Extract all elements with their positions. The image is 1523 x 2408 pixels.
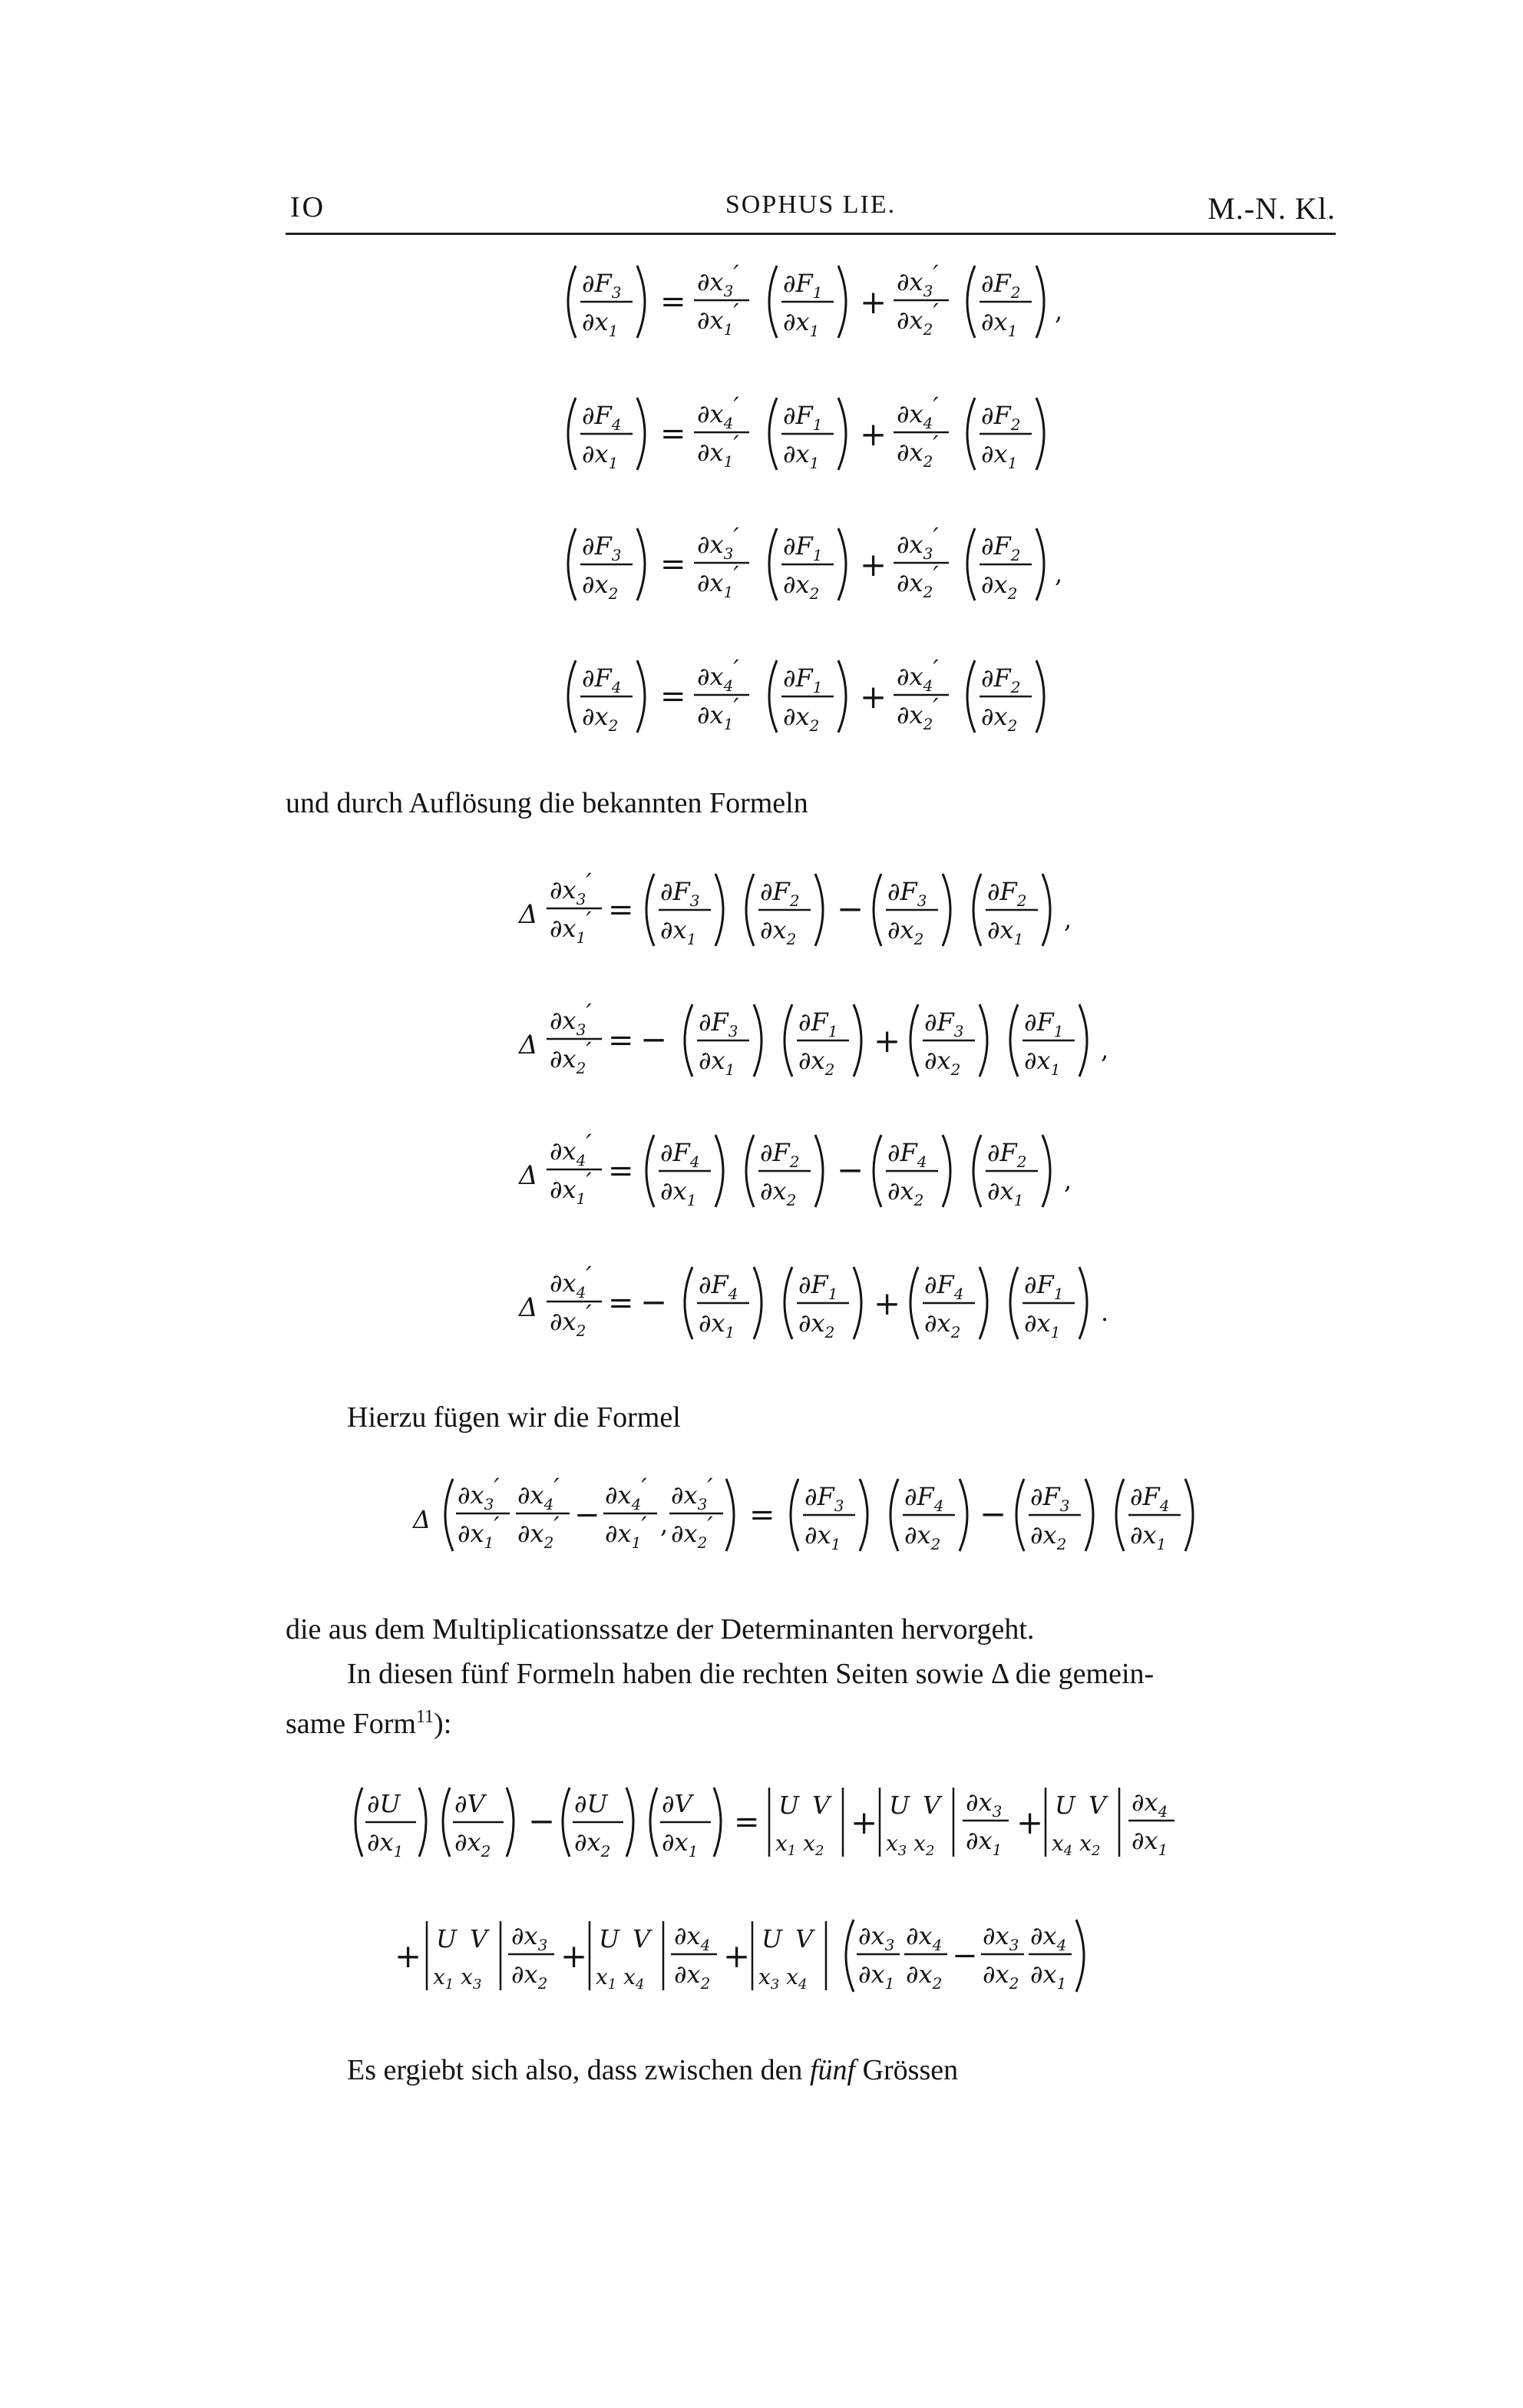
svg-text:∂F1: $\partial F_1$ (1024, 1007, 1064, 1040)
svg-text:∂F1: $\partial F_1$ (798, 1007, 838, 1040)
svg-text:∂x1: $\partial x_1$ (1024, 1308, 1061, 1341)
svg-text:∂x4′: $\partial x_4'$ (697, 654, 739, 695)
paragraph-multiplicationssatz: die aus dem Multiplicationssatze der Determinanten hervorgeht. (286, 1613, 1035, 1646)
svg-text:∂x3′: $\partial x_3'$ (550, 998, 592, 1039)
page-number: IO (290, 191, 326, 223)
svg-text:∂F3: $\partial F_3$ (699, 1007, 738, 1040)
svg-text:∂x2: $\partial x_2$ (783, 570, 820, 603)
svg-text:x3 x2: $x_3$ $x_2$ (886, 1831, 935, 1859)
running-title: SOPHUS LIE. (725, 190, 897, 219)
svg-text:Δ: Δ (519, 1292, 538, 1323)
svg-text:,: , (1064, 905, 1072, 934)
svg-text:∂x2: $\partial x_2$ (798, 1046, 835, 1079)
svg-text:∂x2′: $\partial x_2'$ (517, 1511, 560, 1552)
svg-text:∂x1′: $\partial x_1'$ (550, 1167, 592, 1208)
svg-text:=: = (608, 1285, 634, 1321)
svg-text:∂x1′: $\partial x_1'$ (697, 561, 739, 601)
svg-text:=: = (660, 547, 686, 582)
svg-text:∂x2: $\partial x_2$ (904, 1520, 941, 1553)
text-groessen: Grössen (855, 2054, 959, 2086)
svg-text:∂x2: $\partial x_2$ (582, 570, 619, 603)
svg-text:∂x1: $\partial x_1$ (987, 1176, 1024, 1209)
svg-text:∂V: ∂V (662, 1789, 692, 1818)
svg-text:+: + (1016, 1804, 1044, 1841)
svg-text:∂x2: $\partial x_2$ (674, 1960, 711, 1993)
text-same-form: same Form (286, 1708, 416, 1740)
svg-text:,: , (660, 1510, 669, 1539)
svg-text:∂x1′: $\partial x_1'$ (605, 1511, 647, 1552)
emphasis-fuenf: fünf (809, 2054, 856, 2086)
svg-text:∂x2′: $\partial x_2'$ (897, 430, 939, 471)
svg-text:∂x2′: $\partial x_2'$ (897, 298, 939, 339)
svg-text:,: , (1055, 296, 1063, 326)
svg-text:∂x3′: $\partial x_3'$ (697, 522, 739, 563)
paragraph-hierzu: Hierzu fügen wir die Formel (347, 1401, 681, 1434)
svg-text:=: = (608, 1023, 634, 1058)
svg-text:∂F4: $\partial F_4$ (582, 401, 622, 434)
svg-text:=: = (660, 416, 686, 452)
paragraph-aufloesung: und durch Auflösung die bekannten Formeln (286, 787, 808, 819)
svg-text:∂x3′: $\partial x_3'$ (671, 1473, 713, 1513)
svg-text:∂x2: $\partial x_2$ (454, 1828, 491, 1861)
svg-text:Δ: Δ (519, 1160, 538, 1191)
svg-text:U: U (1055, 1791, 1075, 1820)
svg-text:∂x4′: $\partial x_4'$ (897, 392, 939, 432)
svg-text:∂x1: $\partial x_1$ (981, 307, 1018, 340)
svg-text:∂x1: $\partial x_1$ (662, 1828, 699, 1861)
svg-text:∂F1: $\partial F_1$ (783, 531, 823, 564)
svg-text:,: , (1055, 559, 1063, 588)
svg-text:∂F2: $\partial F_2$ (981, 663, 1021, 696)
svg-text:=: = (608, 892, 634, 928)
equation-1 (559, 260, 1096, 382)
equation-8 (514, 1261, 1128, 1384)
svg-text:−: − (640, 1020, 668, 1058)
svg-text:∂x1′: $\partial x_1'$ (458, 1511, 500, 1552)
svg-text:∂x3: $\partial x_3$ (511, 1921, 548, 1954)
svg-text:−: − (837, 1151, 864, 1189)
svg-text:U: U (778, 1791, 799, 1820)
svg-text:V: V (470, 1924, 488, 1953)
svg-text:∂x4: $\partial x_4$ (1030, 1921, 1067, 1954)
svg-text:∂F2: $\partial F_2$ (760, 877, 800, 910)
svg-text:−: − (837, 890, 864, 928)
svg-text:∂x2: $\partial x_2$ (582, 702, 619, 735)
svg-text:∂x2′: $\partial x_2'$ (671, 1511, 713, 1552)
svg-text:∂F2: $\partial F_2$ (760, 1138, 800, 1171)
svg-text:∂x1: $\partial x_1$ (582, 439, 619, 472)
equation-5 (514, 868, 1098, 991)
svg-text:∂x1: $\partial x_1$ (582, 307, 619, 340)
equation-3 (559, 522, 1096, 645)
equation-11 (393, 1914, 1237, 2036)
svg-text:∂x1: $\partial x_1$ (1030, 1960, 1067, 1993)
svg-text:+: + (874, 1022, 901, 1060)
svg-text:∂x4: $\partial x_4$ (1132, 1788, 1168, 1821)
svg-text:∂F2: $\partial F_2$ (987, 1138, 1027, 1171)
paragraph-fuenf-formeln: In diesen fünf Formeln haben die rechten Seiten sowie Δ die gemein- (347, 1658, 1155, 1690)
svg-text:∂x3: $\partial x_3$ (858, 1921, 895, 1954)
svg-text:=: = (660, 679, 686, 714)
svg-text:=: = (749, 1497, 775, 1533)
svg-text:∂x2: $\partial x_2$ (1030, 1520, 1067, 1553)
svg-text:∂x3: $\partial x_3$ (966, 1788, 1003, 1821)
svg-text:+: + (723, 1937, 751, 1975)
svg-text:∂x2: $\partial x_2$ (783, 702, 820, 735)
svg-text:∂x1: $\partial x_1$ (783, 439, 820, 472)
svg-text:+: + (860, 546, 887, 584)
svg-text:=: = (734, 1804, 760, 1840)
svg-text:−: − (952, 1938, 978, 1973)
svg-text:+: + (560, 1937, 588, 1975)
svg-text:∂F4: $\partial F_4$ (904, 1482, 944, 1515)
svg-text:∂F1: $\partial F_1$ (783, 663, 823, 696)
svg-text:∂x1: $\partial x_1$ (987, 915, 1024, 948)
svg-text:∂U: ∂U (574, 1789, 608, 1818)
svg-text:∂x1: $\partial x_1$ (1132, 1826, 1168, 1859)
svg-text:∂V: ∂V (454, 1789, 485, 1818)
svg-text:∂x2: $\partial x_2$ (511, 1960, 548, 1993)
svg-text:∂x4: $\partial x_4$ (674, 1921, 711, 1954)
svg-text:x1 x4: $x_1$ $x_4$ (596, 1964, 645, 1993)
equation-4 (559, 654, 1096, 777)
svg-text:Δ: Δ (519, 1030, 538, 1060)
svg-text:∂F4: $\partial F_4$ (887, 1138, 927, 1171)
section-label: M.-N. Kl. (1207, 191, 1336, 226)
svg-text:x1 x3: $x_1$ $x_3$ (433, 1964, 482, 1993)
svg-text:∂x2: $\partial x_2$ (924, 1308, 961, 1341)
svg-text:∂F4: $\partial F_4$ (699, 1270, 738, 1303)
svg-text:∂x1: $\partial x_1$ (804, 1520, 841, 1553)
svg-text:∂F3: $\partial F_3$ (582, 531, 622, 564)
svg-text:−: − (980, 1495, 1007, 1533)
svg-text:∂x1: $\partial x_1$ (783, 307, 820, 340)
svg-text:∂x2: $\partial x_2$ (924, 1046, 961, 1079)
svg-text:∂x2: $\partial x_2$ (760, 915, 797, 948)
svg-text:x3 x4: $x_3$ $x_4$ (758, 1964, 808, 1993)
svg-text:∂x1: $\partial x_1$ (966, 1826, 1003, 1859)
svg-text:∂F3: $\partial F_3$ (804, 1482, 844, 1515)
equation-7 (514, 1129, 1098, 1252)
svg-text:∂x3: $\partial x_3$ (983, 1921, 1019, 1954)
svg-text:∂F4: $\partial F_4$ (660, 1138, 700, 1171)
svg-text:∂F4: $\partial F_4$ (924, 1270, 964, 1303)
svg-text:U: U (599, 1924, 619, 1953)
equation-6 (514, 998, 1113, 1121)
svg-text:∂x1: $\partial x_1$ (981, 439, 1018, 472)
svg-text:U: U (436, 1924, 457, 1953)
svg-text:U: U (762, 1924, 782, 1953)
svg-text:∂x2′: $\partial x_2'$ (897, 561, 939, 601)
svg-text:Δ: Δ (413, 1505, 431, 1534)
svg-text:V: V (812, 1791, 831, 1820)
svg-text:,: , (1064, 1166, 1072, 1195)
svg-text:∂F1: $\partial F_1$ (783, 269, 823, 302)
svg-text:+: + (874, 1285, 901, 1322)
svg-text:∂x2′: $\partial x_2'$ (550, 1299, 592, 1340)
svg-text:∂x1: $\partial x_1$ (660, 1176, 697, 1209)
svg-text:∂F2: $\partial F_2$ (981, 531, 1021, 564)
svg-text:V: V (1089, 1791, 1107, 1820)
svg-text:=: = (660, 284, 686, 319)
svg-text:−: − (528, 1802, 556, 1840)
svg-text:∂x2: $\partial x_2$ (760, 1176, 797, 1209)
paragraph-gemeinsame-form (286, 1695, 451, 1745)
svg-text:∂x4′: $\partial x_4'$ (897, 654, 939, 695)
svg-text:∂F4: $\partial F_4$ (582, 663, 622, 696)
svg-text:∂x2: $\partial x_2$ (981, 570, 1018, 603)
paragraph-es-ergiebt (347, 2049, 958, 2092)
svg-text:∂x1′: $\partial x_1'$ (550, 906, 592, 947)
svg-text:∂x3′: $\partial x_3'$ (550, 868, 592, 908)
svg-text:∂x1: $\partial x_1$ (1130, 1520, 1167, 1553)
svg-text:∂x1′: $\partial x_1'$ (697, 693, 739, 733)
svg-text:∂F4: $\partial F_4$ (1130, 1482, 1170, 1515)
svg-text:+: + (860, 678, 887, 716)
text-form-end: ): (434, 1708, 452, 1740)
svg-text:∂x1: $\partial x_1$ (699, 1046, 735, 1079)
equation-9 (410, 1473, 1208, 1596)
svg-text:∂x4′: $\partial x_4'$ (517, 1473, 560, 1513)
svg-text:x1 x2: $x_1$ $x_2$ (775, 1831, 824, 1859)
svg-text:+: + (851, 1804, 878, 1841)
svg-text:∂x4′: $\partial x_4'$ (605, 1473, 647, 1513)
svg-text:∂F2: $\partial F_2$ (987, 877, 1027, 910)
svg-text:∂x1: $\partial x_1$ (858, 1960, 895, 1993)
partial-paren (568, 266, 645, 340)
svg-text:∂F1: $\partial F_1$ (1024, 1270, 1064, 1303)
svg-text:V: V (923, 1791, 941, 1820)
svg-text:∂F3: $\partial F_3$ (1030, 1482, 1070, 1515)
svg-text:∂U: ∂U (367, 1789, 401, 1818)
svg-text:∂x4′: $\partial x_4'$ (697, 392, 739, 432)
svg-text:∂F3: $\partial F_3$ (582, 269, 622, 302)
svg-text:∂x1: $\partial x_1$ (699, 1308, 735, 1341)
svg-text:,: , (1101, 1035, 1109, 1064)
page-header (286, 190, 1336, 237)
equation-10 (347, 1780, 1268, 1903)
svg-text:∂F3: $\partial F_3$ (660, 877, 700, 910)
svg-text:V: V (633, 1924, 651, 1953)
svg-text:V: V (795, 1924, 814, 1953)
svg-text:∂x4: $\partial x_4$ (906, 1921, 943, 1954)
svg-text:U: U (889, 1791, 910, 1820)
svg-text:+: + (395, 1937, 422, 1975)
svg-text:∂x1′: $\partial x_1'$ (697, 298, 739, 339)
svg-text:+: + (860, 283, 887, 321)
svg-text:∂x2: $\partial x_2$ (887, 915, 924, 948)
header-rule (286, 233, 1336, 235)
svg-text:∂x2′: $\partial x_2'$ (897, 693, 939, 733)
equation-2 (559, 392, 1096, 514)
svg-text:∂F1: $\partial F_1$ (783, 401, 823, 434)
svg-text:∂x3′: $\partial x_3'$ (697, 260, 739, 300)
svg-text:∂x3′: $\partial x_3'$ (897, 260, 939, 300)
svg-text:∂x1: $\partial x_1$ (1024, 1046, 1061, 1079)
svg-text:∂x3′: $\partial x_3'$ (458, 1473, 500, 1513)
svg-text:=: = (608, 1153, 634, 1189)
svg-text:∂x2: $\partial x_2$ (906, 1960, 943, 1993)
svg-text:∂x1′: $\partial x_1'$ (697, 430, 739, 471)
svg-text:.: . (1101, 1298, 1109, 1327)
svg-text:∂x1: $\partial x_1$ (660, 915, 697, 948)
svg-text:∂x2: $\partial x_2$ (981, 702, 1018, 735)
svg-text:∂x2: $\partial x_2$ (798, 1308, 835, 1341)
svg-text:−: − (640, 1283, 668, 1321)
svg-text:∂x1: $\partial x_1$ (367, 1828, 404, 1861)
svg-text:−: − (574, 1497, 600, 1533)
svg-text:Δ: Δ (519, 899, 538, 930)
svg-text:x4 x2: $x_4$ $x_2$ (1052, 1831, 1101, 1859)
svg-text:+: + (860, 415, 887, 453)
svg-text:∂x2: $\partial x_2$ (574, 1828, 611, 1861)
svg-text:∂F2: $\partial F_2$ (981, 401, 1021, 434)
svg-text:∂x3′: $\partial x_3'$ (897, 522, 939, 563)
footnote-reference[interactable]: 11 (415, 1707, 434, 1727)
svg-text:∂F3: $\partial F_3$ (924, 1007, 964, 1040)
svg-text:∂x2: $\partial x_2$ (983, 1960, 1019, 1993)
svg-text:∂F2: $\partial F_2$ (981, 269, 1021, 302)
svg-text:∂F3: $\partial F_3$ (887, 877, 927, 910)
svg-text:∂F1: $\partial F_1$ (798, 1270, 838, 1303)
text-es-ergiebt: Es ergiebt sich also, dass zwischen den (347, 2054, 810, 2086)
svg-text:∂x2: $\partial x_2$ (887, 1176, 924, 1209)
svg-text:∂x4′: $\partial x_4'$ (550, 1129, 592, 1169)
svg-text:∂x4′: $\partial x_4'$ (550, 1261, 592, 1302)
svg-text:∂x2′: $\partial x_2'$ (550, 1037, 592, 1077)
